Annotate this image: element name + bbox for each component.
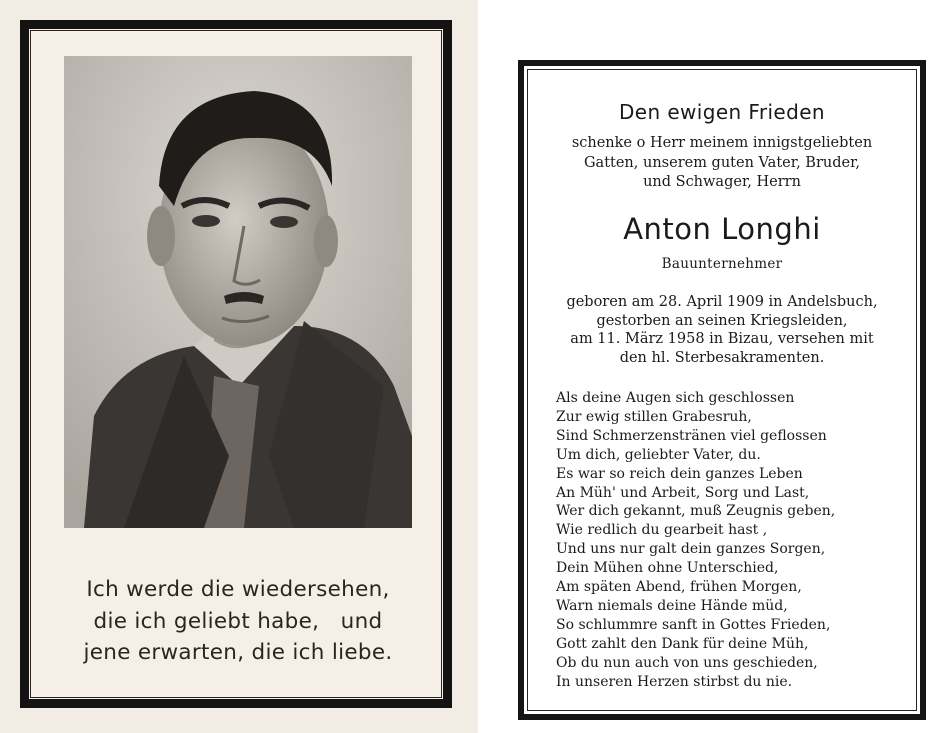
poem-line: Wie redlich du gearbeit hast , — [556, 522, 768, 539]
intro-line: und Schwager, Herrn — [643, 174, 801, 190]
poem-line: In unseren Herzen stirbst du nie. — [556, 673, 793, 690]
deceased-name: Anton Longhi — [623, 212, 821, 246]
poem-line: Warn niemals deine Hände müd, — [556, 597, 788, 614]
life-dates — [530, 293, 914, 368]
memorial-poem — [556, 389, 916, 692]
poem-line: Als deine Augen sich geschlossen — [556, 390, 795, 406]
poem-line: Am späten Abend, frühen Morgen, — [556, 579, 802, 596]
portrait-photo — [64, 56, 412, 528]
left-quote — [58, 574, 418, 669]
poem-line: So schlummre sanft in Gottes Frieden, — [556, 616, 831, 633]
poem-line: An Müh' und Arbeit, Sorg und Last, — [556, 484, 810, 501]
dates-line: geboren am 28. April 1909 in Andelsbuch, — [566, 294, 878, 310]
poem-line: Dein Mühen ohne Unterschied, — [556, 560, 779, 577]
quote-line: jene erwarten, die ich liebe. — [83, 640, 393, 665]
heading: Den ewigen Frieden — [619, 100, 825, 124]
poem-line: Es war so reich dein ganzes Leben — [556, 465, 803, 482]
dates-line: den hl. Sterbesakramenten. — [619, 350, 825, 367]
intro-line: Gatten, unserem guten Vater, Bruder, — [583, 154, 861, 171]
poem-line: Gott zahlt den Dank für deine Müh, — [556, 635, 809, 652]
quote-line: die ich geliebt habe, und — [93, 608, 383, 634]
poem-line: Um dich, geliebter Vater, du. — [556, 446, 761, 463]
poem-line: Und uns nur galt dein ganzes Sorgen, — [556, 541, 826, 558]
poem-line: Wer dich gekannt, muß Zeugnis geben, — [556, 503, 836, 520]
intro-line: schenke o Herr meinem innigstgeliebten — [571, 135, 873, 151]
dates-line: gestorben an seinen Kriegsleiden, — [596, 312, 848, 329]
portrait-illustration — [64, 56, 412, 528]
poem-line: Sind Schmerzenstränen viel geflossen — [556, 427, 827, 444]
poem-line: Zur ewig stillen Grabesruh, — [556, 408, 752, 425]
dates-line: am 11. März 1958 in Bizau, versehen mit — [570, 331, 874, 348]
intro-text — [530, 134, 914, 193]
occupation: Bauunternehmer — [661, 256, 783, 272]
quote-line: Ich werde die wiedersehen, — [86, 577, 390, 602]
poem-line: Ob du nun auch von uns geschieden, — [556, 654, 818, 671]
